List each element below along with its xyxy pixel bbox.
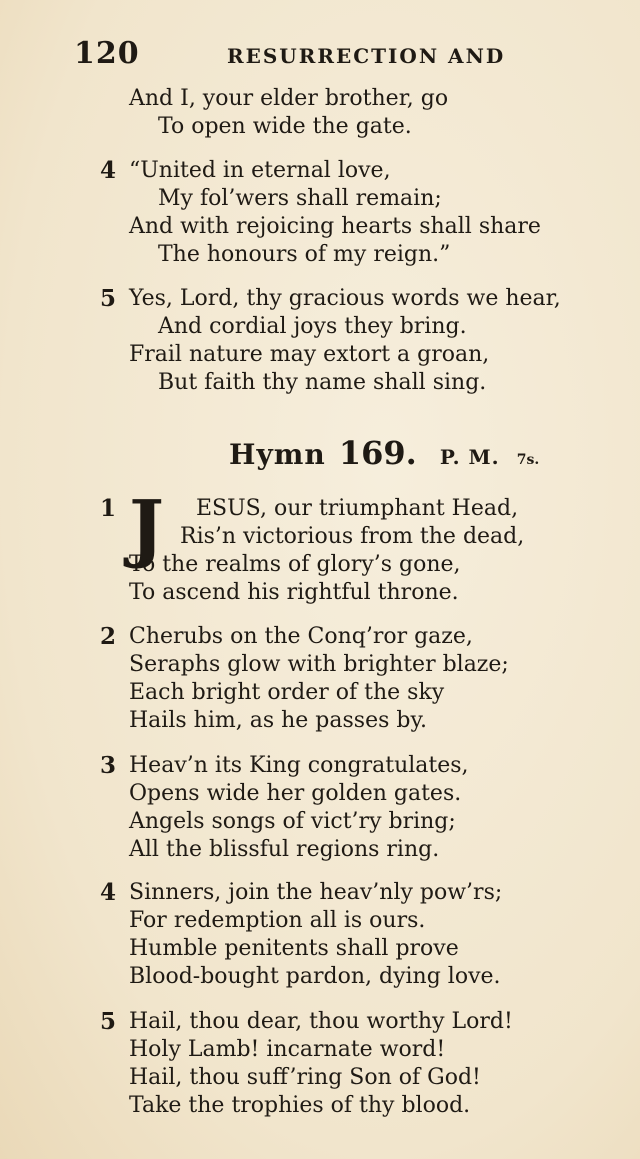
verse-line: Ris’n victorious from the dead, <box>180 524 525 549</box>
running-head: RESURRECTION AND <box>227 44 506 68</box>
verse-line: Angels songs of vict’ry bring; <box>129 809 456 834</box>
verse-number: 2 <box>100 623 117 650</box>
page-header <box>74 36 600 76</box>
verse-line: The honours of my reign.” <box>158 242 451 267</box>
verse-line: To the realms of glory’s gone, <box>129 552 461 577</box>
verse-line: Hail, thou dear, thou worthy Lord! <box>129 1009 513 1034</box>
verse-number: 3 <box>100 752 117 779</box>
verse-number: 1 <box>100 495 117 522</box>
verse-line: Cherubs on the Conq’ror gaze, <box>129 624 473 649</box>
verse-line: Each bright order of the sky <box>129 680 445 705</box>
hymn-number: 169. <box>338 434 417 472</box>
verse-line: To open wide the gate. <box>158 114 412 139</box>
verse-number: 5 <box>100 285 117 312</box>
verse-line: Opens wide her golden gates. <box>129 781 462 806</box>
hymn-label: Hymn <box>229 438 326 471</box>
verse-line: To ascend his rightful throne. <box>129 580 459 605</box>
verse-line: But faith thy name shall sing. <box>158 370 487 395</box>
verse-line: Blood-bought pardon, dying love. <box>129 964 501 989</box>
verse-line: And with rejoicing hearts shall share <box>129 214 541 239</box>
verse-line: Hails him, as he passes by. <box>129 708 427 733</box>
verse-number: 5 <box>100 1008 117 1035</box>
hymn-title <box>229 434 539 472</box>
verse-line: Sinners, join the heav’nly pow’rs; <box>129 880 503 905</box>
verse-line: Holy Lamb! incarnate word! <box>129 1037 446 1062</box>
verse-line: “United in eternal love, <box>129 158 391 183</box>
verse-line: For redemption all is ours. <box>129 908 426 933</box>
page-number: 120 <box>74 36 140 71</box>
verse-line: All the blissful regions ring. <box>129 837 440 862</box>
verse-number: 4 <box>100 879 117 906</box>
verse-line: ESUS, our triumphant Head, <box>196 496 519 521</box>
verse-line: Heav’n its King congratulates, <box>129 753 469 778</box>
verse-line: Yes, Lord, thy gracious words we hear, <box>129 286 561 311</box>
verse-line: Take the trophies of thy blood. <box>129 1093 471 1118</box>
hymn-meter-small: 7s. <box>516 452 540 468</box>
hymn-meter: P. M. <box>439 445 500 469</box>
verse-line: Hail, thou suff’ring Son of God! <box>129 1065 481 1090</box>
verse-line: Frail nature may extort a groan, <box>129 342 490 367</box>
verse-line: And I, your elder brother, go <box>129 86 449 111</box>
verse-line: My fol’wers shall remain; <box>158 186 442 211</box>
verse-number: 4 <box>100 157 117 184</box>
drop-cap: J <box>129 485 165 571</box>
verse-line: Seraphs glow with brighter blaze; <box>129 652 509 677</box>
verse-line: And cordial joys they bring. <box>158 314 467 339</box>
verse-line: Humble penitents shall prove <box>129 936 459 961</box>
